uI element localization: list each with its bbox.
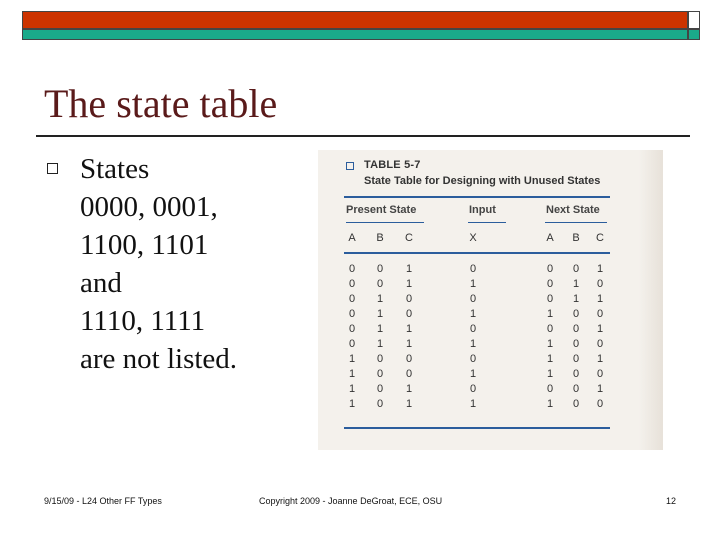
next-state-rule [545,222,607,223]
table-cell: 0 [596,278,604,290]
table-cell: 1 [348,383,356,395]
table-cell: 0 [469,383,477,395]
table-cell: 0 [572,308,580,320]
table-cell: 0 [348,338,356,350]
table-cell: 0 [348,323,356,335]
table-cell: 0 [348,293,356,305]
header-bar-red-end [688,11,700,29]
bullet-line: and [80,267,122,299]
table-cell: 0 [596,338,604,350]
bullet-line: 0000, 0001, [80,191,218,223]
table-cell: 1 [469,338,477,350]
bullet-line: States [80,153,150,185]
table-cell: 1 [572,278,580,290]
table-cell: 0 [376,398,384,410]
table-cell: 0 [376,383,384,395]
table-cell: 1 [348,353,356,365]
table-cell: 1 [376,338,384,350]
present-state-rule [346,222,424,223]
table-cell: 0 [469,353,477,365]
table-cell: 1 [469,398,477,410]
table-cell: 0 [405,353,413,365]
table-cell: 1 [376,293,384,305]
table-cell: 1 [596,353,604,365]
footer-date-lecture: 9/15/09 - L24 Other FF Types [44,496,162,506]
table-cell: 0 [546,263,554,275]
table-cell: 0 [348,278,356,290]
table-cell: 0 [596,368,604,380]
input-rule [468,222,506,223]
bullet-text [80,150,237,378]
header-bar-red [22,11,688,29]
col-header-c: C [405,232,413,244]
table-cell: 0 [376,368,384,380]
table-top-rule [344,196,610,198]
table-cell: 1 [596,383,604,395]
table-cell: 0 [596,398,604,410]
present-state-header: Present State [346,204,417,216]
table-cell: 1 [546,353,554,365]
col-header-next-b: B [572,232,580,244]
table-cell: 0 [376,278,384,290]
table-cell: 1 [405,263,413,275]
col-header-b: B [376,232,384,244]
table-cell: 1 [405,338,413,350]
table-cell: 1 [405,323,413,335]
table-cell: 0 [596,308,604,320]
table-cell: 0 [405,308,413,320]
bullet-line: are not listed. [80,343,238,375]
table-cell: 1 [348,398,356,410]
table-cell: 0 [546,293,554,305]
title-underline [36,135,690,137]
next-state-header: Next State [546,204,600,216]
table-cell: 1 [405,278,413,290]
table-cell: 0 [348,263,356,275]
state-table-image [318,150,663,450]
table-heading: TABLE 5-7 [364,159,421,171]
col-header-next-c: C [596,232,604,244]
table-cell: 0 [348,308,356,320]
table-cell: 0 [376,263,384,275]
table-cell: 0 [469,323,477,335]
table-cell: 0 [572,368,580,380]
bullet-line: 1100, 1101 [80,229,209,261]
table-cell: 1 [596,263,604,275]
table-cell: 1 [546,308,554,320]
table-cell: 1 [376,323,384,335]
table-cell: 0 [469,293,477,305]
table-cell: 1 [596,293,604,305]
table-bottom-rule [344,427,610,429]
table-cell: 0 [572,323,580,335]
page-number: 12 [666,496,677,506]
input-header: Input [469,204,496,216]
table-cell: 0 [572,338,580,350]
table-cell: 0 [572,383,580,395]
table-cell: 1 [572,293,580,305]
table-cell: 0 [405,293,413,305]
table-cell: 0 [405,368,413,380]
table-cell: 0 [469,263,477,275]
header-bar-green-end [688,29,700,40]
table-subheading: State Table for Designing with Unused States [364,175,601,187]
table-cell: 0 [546,383,554,395]
slide-title: The state table [44,81,278,126]
table-cell: 1 [376,308,384,320]
table-square-icon [346,162,354,170]
table-cell: 1 [546,368,554,380]
table-cell: 0 [572,353,580,365]
table-cell: 1 [546,398,554,410]
table-header-rule [344,252,610,254]
table-cell: 1 [596,323,604,335]
table-cell: 1 [469,368,477,380]
scan-page-edge [639,150,663,450]
col-header-next-a: A [546,232,554,244]
table-cell: 0 [376,353,384,365]
table-cell: 0 [546,323,554,335]
square-bullet-icon [47,163,58,174]
table-cell: 0 [572,398,580,410]
col-header-a: A [348,232,356,244]
table-cell: 1 [405,398,413,410]
table-cell: 1 [546,338,554,350]
table-cell: 1 [405,383,413,395]
table-cell: 0 [546,278,554,290]
bullet-line: 1110, 1111 [80,305,206,337]
table-cell: 1 [469,308,477,320]
table-cell: 0 [572,263,580,275]
table-cell: 1 [469,278,477,290]
col-header-x: X [469,232,477,244]
header-bar-green [22,29,688,40]
table-cell: 1 [348,368,356,380]
footer-copyright: Copyright 2009 - Joanne DeGroat, ECE, OSU [259,496,443,506]
